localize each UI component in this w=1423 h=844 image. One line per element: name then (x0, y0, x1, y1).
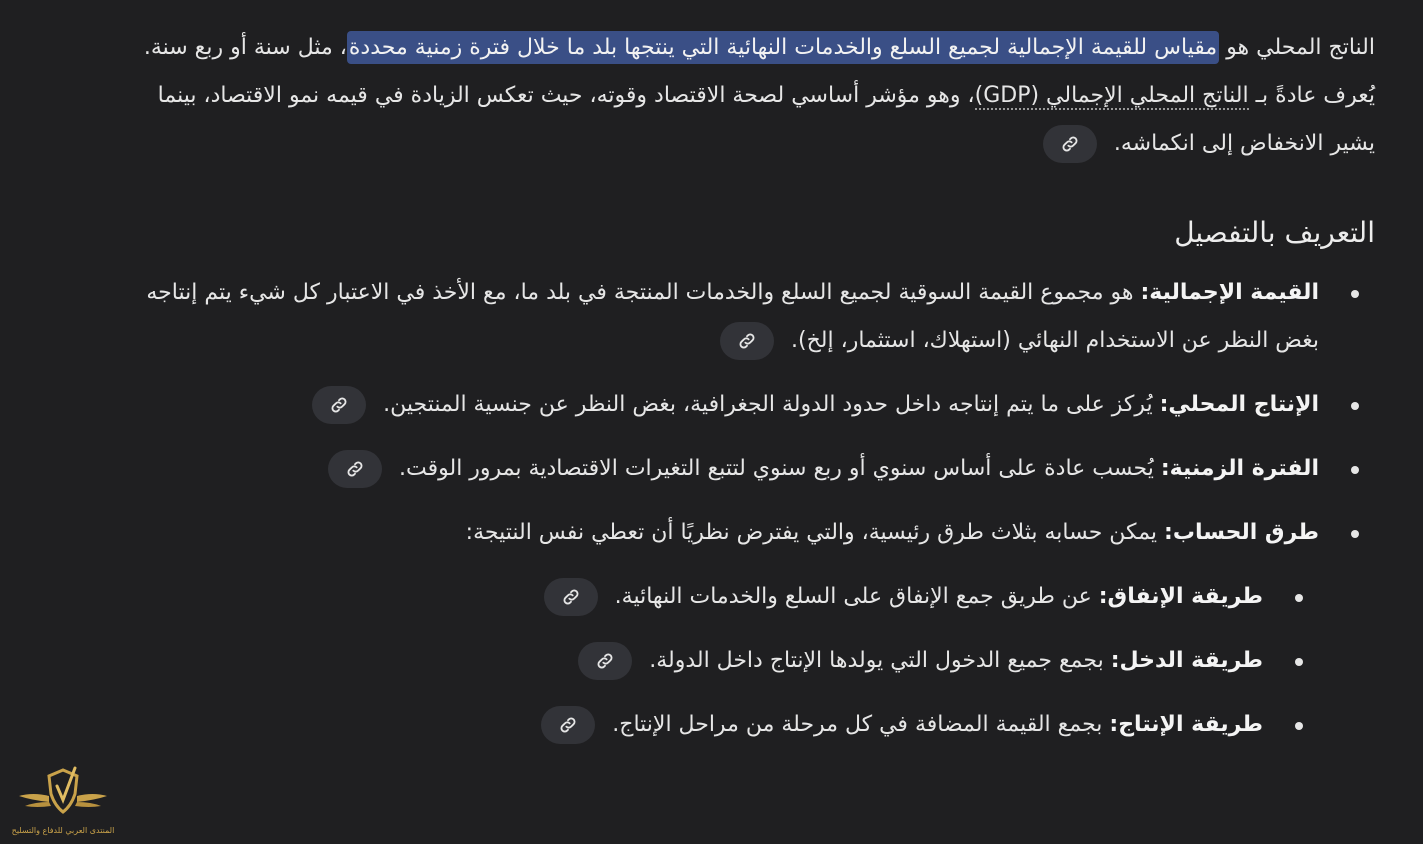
method-text: بجمع القيمة المضافة في كل مرحلة من مراحل الإنتاج. (612, 712, 1110, 737)
source-link-chip[interactable] (544, 578, 598, 616)
item-text: يمكن حسابه بثلاث طرق رئيسية، والتي يفترض نظريًا أن تعطي نفس النتيجة: (465, 520, 1165, 545)
link-icon (737, 331, 757, 351)
section-heading: التعريف بالتفصيل (1174, 216, 1375, 249)
intro-text-end: ، وهو مؤشر أساسي لصحة الاقتصاد وقوته، حيث تعكس الزيادة في قيمه نمو الاقتصاد، بينما يشير الانخفاض إلى انكماشه. (157, 83, 1375, 156)
method-term: طريقة الإنتاج: (1109, 712, 1263, 737)
list-item (115, 269, 1375, 365)
method-text: عن طريق جمع الإنفاق على السلع والخدمات النهائية. (614, 584, 1099, 609)
source-link-chip[interactable] (312, 386, 366, 424)
item-term: الإنتاج المحلي: (1159, 392, 1319, 417)
item-text: يُركز على ما يتم إنتاجه داخل حدود الدولة الجغرافية، بغض النظر عن جنسية المنتجين. (383, 392, 1160, 417)
item-term: طرق الحساب: (1164, 520, 1319, 545)
link-icon (561, 587, 581, 607)
link-icon (329, 395, 349, 415)
intro-paragraph (115, 24, 1375, 168)
highlighted-selection[interactable]: مقياس للقيمة الإجمالية لجميع السلع والخدمات النهائية التي ينتجها بلد ما خلال فترة زمنية محددة (347, 31, 1219, 64)
source-link-chip[interactable] (720, 322, 774, 360)
method-term: طريقة الإنفاق: (1098, 584, 1263, 609)
intro-text-middle: ، مثل سنة أو ربع سنة. يُعرف عادةً بـ (143, 35, 1375, 108)
shield-wings-logo-icon (13, 762, 113, 826)
method-item (115, 573, 1319, 621)
intro-text-start: الناتج المحلي هو (1219, 35, 1375, 60)
methods-list (115, 573, 1319, 749)
method-text: بجمع جميع الدخول التي يولدها الإنتاج داخل الدولة. (649, 648, 1111, 673)
method-item (115, 637, 1319, 685)
forum-logo (8, 762, 118, 842)
item-term: الفترة الزمنية: (1160, 456, 1319, 481)
details-list (115, 269, 1375, 749)
list-item (115, 509, 1375, 749)
response-content (115, 24, 1375, 765)
source-link-chip[interactable] (578, 642, 632, 680)
list-item (115, 445, 1375, 493)
item-text: يُحسب عادة على أساس سنوي أو ربع سنوي لتتبع التغيرات الاقتصادية بمرور الوقت. (399, 456, 1161, 481)
link-icon (558, 715, 578, 735)
gdp-term-link[interactable]: الناتج المحلي الإجمالي (GDP) (974, 83, 1249, 108)
method-item (115, 701, 1319, 749)
logo-caption: المنتدى العربي للدفاع والتسليح (11, 826, 115, 835)
link-icon (345, 459, 365, 479)
source-link-chip[interactable] (1043, 125, 1097, 163)
source-link-chip[interactable] (328, 450, 382, 488)
list-item (115, 381, 1375, 429)
link-icon (595, 651, 615, 671)
item-term: القيمة الإجمالية: (1140, 280, 1319, 305)
item-text: هو مجموع القيمة السوقية لجميع السلع والخدمات المنتجة في بلد ما، مع الأخذ في الاعتبار كل شيء يتم إنتاجه بغض النظر عن الاستخدام النهائي (استهلاك، استثمار، إلخ). (146, 280, 1319, 353)
link-icon (1060, 134, 1080, 154)
method-term: طريقة الدخل: (1110, 648, 1263, 673)
source-link-chip[interactable] (541, 706, 595, 744)
